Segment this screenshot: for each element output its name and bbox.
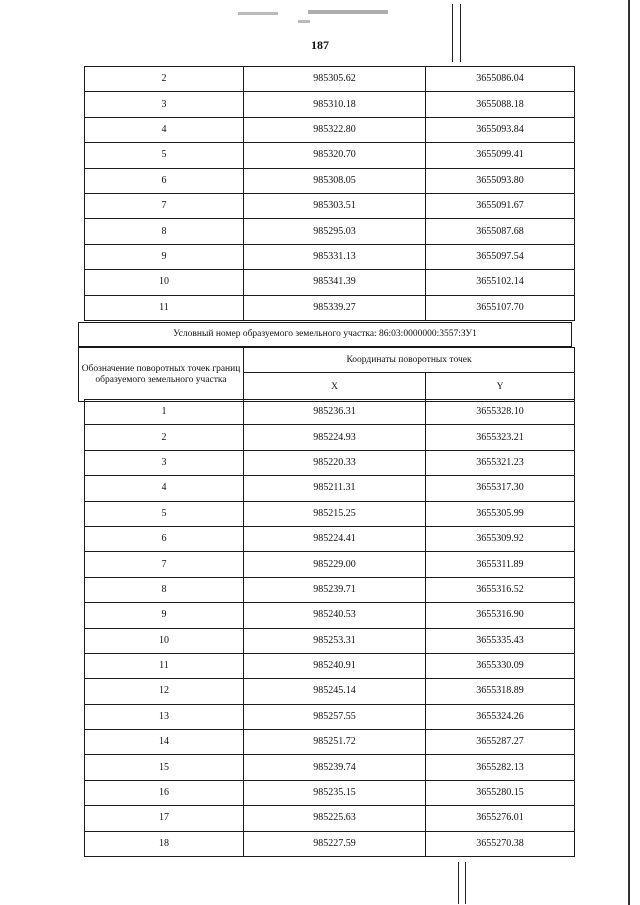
y-coordinate-cell: 3655102.14 bbox=[426, 270, 575, 295]
table-row bbox=[85, 806, 575, 831]
scan-noise bbox=[308, 10, 388, 14]
x-coordinate-cell: 985225.63 bbox=[244, 806, 426, 831]
point-number-cell: 9 bbox=[85, 244, 244, 269]
page-number: 187 bbox=[311, 38, 329, 52]
x-coordinate-cell: 985211.31 bbox=[244, 476, 426, 501]
x-coordinate-cell: 985236.31 bbox=[244, 400, 426, 425]
y-coordinate-cell: 3655316.52 bbox=[426, 577, 575, 602]
y-coordinate-cell: 3655321.23 bbox=[426, 450, 575, 475]
x-coordinate-cell: 985310.18 bbox=[244, 92, 426, 117]
table-row bbox=[85, 476, 575, 501]
y-coordinate-cell: 3655270.38 bbox=[426, 831, 575, 856]
y-coordinate-cell: 3655088.18 bbox=[426, 92, 575, 117]
point-number-cell: 11 bbox=[85, 653, 244, 678]
y-coordinate-cell: 3655093.80 bbox=[426, 168, 575, 193]
point-number-cell: 14 bbox=[85, 730, 244, 755]
point-number-cell: 6 bbox=[85, 168, 244, 193]
x-coordinate-cell: 985251.72 bbox=[244, 730, 426, 755]
header-col-x: X bbox=[244, 373, 426, 402]
binding-line bbox=[465, 862, 466, 904]
y-coordinate-cell: 3655335.43 bbox=[426, 628, 575, 653]
table-row bbox=[85, 450, 575, 475]
x-coordinate-cell: 985257.55 bbox=[244, 704, 426, 729]
point-number-cell: 18 bbox=[85, 831, 244, 856]
table-row bbox=[85, 295, 575, 320]
x-coordinate-cell: 985235.15 bbox=[244, 780, 426, 805]
point-number-cell: 13 bbox=[85, 704, 244, 729]
y-coordinate-cell: 3655087.68 bbox=[426, 219, 575, 244]
point-number-cell: 5 bbox=[85, 143, 244, 168]
table-row bbox=[85, 780, 575, 805]
binding-line bbox=[460, 4, 461, 62]
point-number-cell: 2 bbox=[85, 67, 244, 92]
table-row bbox=[85, 577, 575, 602]
table-row bbox=[85, 400, 575, 425]
y-coordinate-cell: 3655328.10 bbox=[426, 400, 575, 425]
x-coordinate-cell: 985240.53 bbox=[244, 603, 426, 628]
x-coordinate-cell: 985308.05 bbox=[244, 168, 426, 193]
scan-noise bbox=[238, 12, 278, 15]
y-coordinate-cell: 3655099.41 bbox=[426, 143, 575, 168]
point-number-cell: 15 bbox=[85, 755, 244, 780]
x-coordinate-cell: 985224.93 bbox=[244, 425, 426, 450]
x-coordinate-cell: 985239.71 bbox=[244, 577, 426, 602]
point-number-cell: 7 bbox=[85, 552, 244, 577]
x-coordinate-cell: 985339.27 bbox=[244, 295, 426, 320]
x-coordinate-cell: 985245.14 bbox=[244, 679, 426, 704]
coordinates-table-continued bbox=[84, 66, 575, 321]
point-number-cell: 4 bbox=[85, 117, 244, 142]
y-coordinate-cell: 3655280.15 bbox=[426, 780, 575, 805]
x-coordinate-cell: 985322.80 bbox=[244, 117, 426, 142]
point-number-cell: 17 bbox=[85, 806, 244, 831]
y-coordinate-cell: 3655097.54 bbox=[426, 244, 575, 269]
binding-line bbox=[452, 4, 453, 62]
x-coordinate-cell: 985253.31 bbox=[244, 628, 426, 653]
table-row bbox=[85, 92, 575, 117]
table-row bbox=[85, 730, 575, 755]
x-coordinate-cell: 985305.62 bbox=[244, 67, 426, 92]
x-coordinate-cell: 985295.03 bbox=[244, 219, 426, 244]
y-coordinate-cell: 3655330.09 bbox=[426, 653, 575, 678]
x-coordinate-cell: 985303.51 bbox=[244, 193, 426, 218]
table-row bbox=[85, 270, 575, 295]
parcel-caption: Условный номер образуемого земельного участка: 86:03:0000000:3557:ЗУ1 bbox=[78, 322, 572, 347]
y-coordinate-cell: 3655323.21 bbox=[426, 425, 575, 450]
x-coordinate-cell: 985341.39 bbox=[244, 270, 426, 295]
y-coordinate-cell: 3655091.67 bbox=[426, 193, 575, 218]
point-number-cell: 3 bbox=[85, 450, 244, 475]
x-coordinate-cell: 985229.00 bbox=[244, 552, 426, 577]
point-number-cell: 5 bbox=[85, 501, 244, 526]
y-coordinate-cell: 3655324.26 bbox=[426, 704, 575, 729]
y-coordinate-cell: 3655309.92 bbox=[426, 526, 575, 551]
point-number-cell: 11 bbox=[85, 295, 244, 320]
y-coordinate-cell: 3655305.99 bbox=[426, 501, 575, 526]
y-coordinate-cell: 3655282.13 bbox=[426, 755, 575, 780]
table-row bbox=[85, 117, 575, 142]
table-row bbox=[85, 526, 575, 551]
table-row bbox=[85, 603, 575, 628]
point-number-cell: 12 bbox=[85, 679, 244, 704]
point-number-cell: 10 bbox=[85, 628, 244, 653]
table-row bbox=[85, 501, 575, 526]
x-coordinate-cell: 985224.41 bbox=[244, 526, 426, 551]
point-number-cell: 16 bbox=[85, 780, 244, 805]
binding-line bbox=[458, 862, 459, 904]
table-row bbox=[85, 193, 575, 218]
point-number-cell: 9 bbox=[85, 603, 244, 628]
point-number-cell: 7 bbox=[85, 193, 244, 218]
y-coordinate-cell: 3655287.27 bbox=[426, 730, 575, 755]
y-coordinate-cell: 3655086.04 bbox=[426, 67, 575, 92]
y-coordinate-cell: 3655317.30 bbox=[426, 476, 575, 501]
x-coordinate-cell: 985220.33 bbox=[244, 450, 426, 475]
table-row bbox=[85, 552, 575, 577]
coordinates-table bbox=[84, 399, 575, 857]
x-coordinate-cell: 985227.59 bbox=[244, 831, 426, 856]
point-number-cell: 8 bbox=[85, 219, 244, 244]
table-row bbox=[85, 244, 575, 269]
point-number-cell: 8 bbox=[85, 577, 244, 602]
x-coordinate-cell: 985239.74 bbox=[244, 755, 426, 780]
y-coordinate-cell: 3655093.84 bbox=[426, 117, 575, 142]
header-point-label: Обозначение поворотных точек границ образуемого земельного участка bbox=[79, 348, 244, 402]
x-coordinate-cell: 985320.70 bbox=[244, 143, 426, 168]
page-edge-line bbox=[628, 0, 630, 905]
coordinates-table-header bbox=[78, 347, 575, 402]
y-coordinate-cell: 3655311.89 bbox=[426, 552, 575, 577]
table-row bbox=[85, 679, 575, 704]
point-number-cell: 4 bbox=[85, 476, 244, 501]
table-row bbox=[85, 219, 575, 244]
x-coordinate-cell: 985331.13 bbox=[244, 244, 426, 269]
y-coordinate-cell: 3655318.89 bbox=[426, 679, 575, 704]
y-coordinate-cell: 3655316.90 bbox=[426, 603, 575, 628]
table-row bbox=[85, 628, 575, 653]
table-row bbox=[85, 143, 575, 168]
y-coordinate-cell: 3655276.01 bbox=[426, 806, 575, 831]
point-number-cell: 3 bbox=[85, 92, 244, 117]
point-number-cell: 1 bbox=[85, 400, 244, 425]
table-row bbox=[85, 755, 575, 780]
x-coordinate-cell: 985215.25 bbox=[244, 501, 426, 526]
point-number-cell: 6 bbox=[85, 526, 244, 551]
x-coordinate-cell: 985240.91 bbox=[244, 653, 426, 678]
y-coordinate-cell: 3655107.70 bbox=[426, 295, 575, 320]
table-row bbox=[85, 831, 575, 856]
table-row bbox=[85, 67, 575, 92]
table-row bbox=[85, 168, 575, 193]
header-coords-label: Координаты поворотных точек bbox=[244, 348, 575, 373]
point-number-cell: 10 bbox=[85, 270, 244, 295]
scan-noise bbox=[298, 20, 310, 23]
header-col-y: Y bbox=[426, 373, 575, 402]
table-row bbox=[85, 653, 575, 678]
table-row bbox=[85, 704, 575, 729]
table-row bbox=[85, 425, 575, 450]
point-number-cell: 2 bbox=[85, 425, 244, 450]
